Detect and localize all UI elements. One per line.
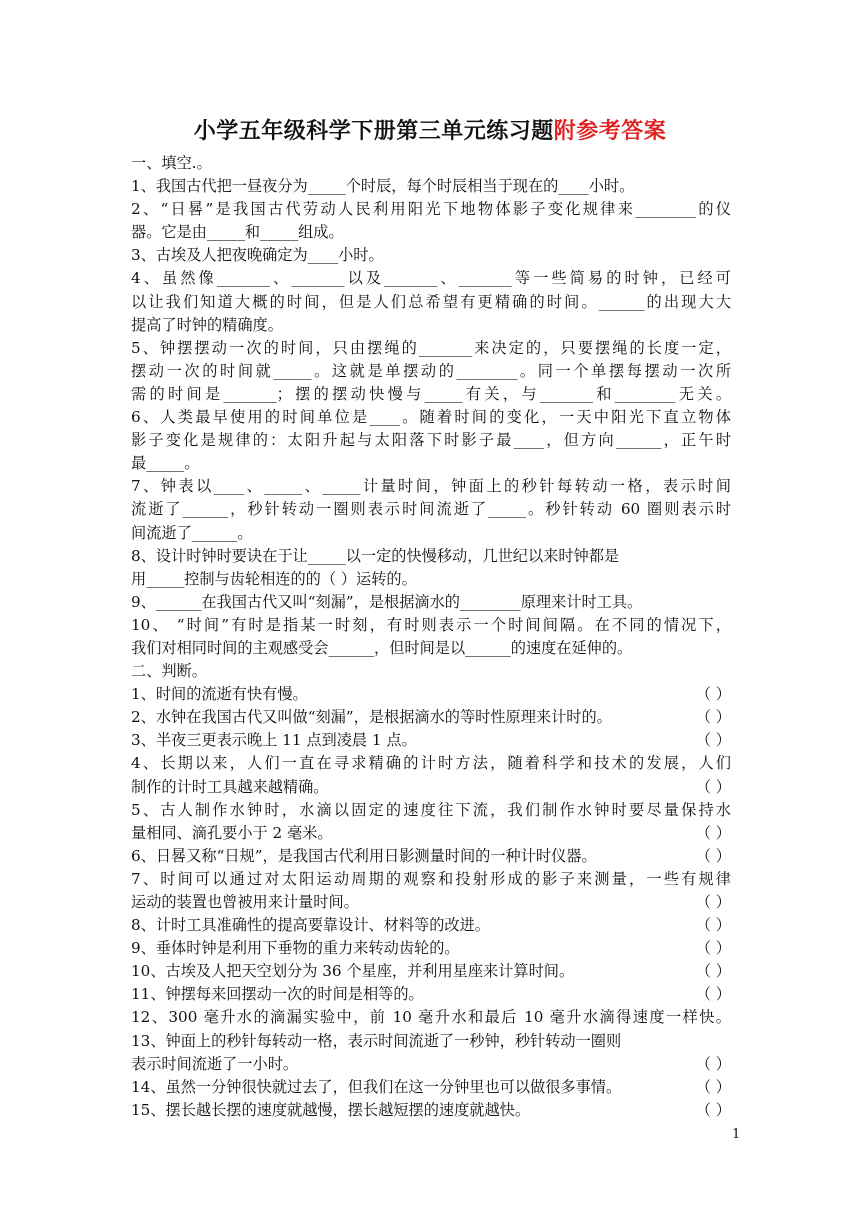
judgement-question-line [131, 845, 731, 868]
text-line [131, 221, 731, 244]
line-text: 表示时间流逝了一小时。 [131, 1054, 299, 1073]
answer-parentheses: （ ） [695, 846, 731, 865]
line-text: 13、钟面上的秒针每转动一格，表示时间流逝了一秒钟，秒针转动一圈则 [131, 1031, 622, 1050]
line-text: 量相同、滴孔要小于 2 毫米。 [131, 823, 333, 842]
judgement-question-line [131, 683, 731, 706]
title-answer-suffix: 附参考答案 [553, 118, 667, 144]
judgement-question-line [131, 706, 731, 729]
line-text: 10、古埃及人把天空划分为 36 个星座，并利用星座来计算时间。 [131, 962, 575, 981]
line-text: 摆动一次的时间就_____。这就是单摆动的________。同一个单摆每摆动一次所 [131, 361, 731, 380]
judgement-question-line [131, 1099, 731, 1122]
line-text: 6、日晷又称“日规”，是我国古代利用日影测量时间的一种计时仪器。 [131, 846, 597, 865]
text-line [131, 591, 731, 614]
text-line [131, 383, 731, 406]
exercise-body [131, 152, 731, 1122]
line-text: 6、人类最早使用的时间单位是____。随着时间的变化，一天中阳光下直立物体 [131, 408, 731, 427]
line-text: 5、古人制作水钟时，水滴以固定的速度往下流，我们制作水钟时要尽量保持水 [131, 800, 731, 819]
answer-parentheses: （ ） [695, 1054, 731, 1073]
text-line [131, 291, 731, 314]
line-text: 2、水钟在我国古代又叫做“刻漏”，是根据滴水的等时性原理来计时的。 [131, 708, 612, 727]
judgement-question-line [131, 1053, 731, 1076]
page-number: 1 [732, 1127, 741, 1142]
line-text: 5、钟摆摆动一次的时间，只由摆绳的_______来决定的，只要摆绳的长度一定， [131, 338, 731, 357]
line-text: 10、 “时间”有时是指某一时刻，有时则表示一个时间间隔。在不同的情况下， [131, 615, 731, 634]
line-text: 12、300 毫升水的滴漏实验中，前 10 毫升水和最后 10 毫升水滴得速度一样快。 [131, 1008, 731, 1027]
answer-parentheses: （ ） [695, 939, 731, 958]
text-line [131, 244, 731, 267]
line-text: 一、填空.。 [131, 154, 212, 172]
text-line [131, 752, 731, 775]
answer-parentheses: （ ） [695, 1077, 731, 1096]
text-line [131, 337, 731, 360]
answer-parentheses: （ ） [695, 823, 731, 842]
judgement-question-line [131, 914, 731, 937]
line-text: 二、判断。 [131, 662, 207, 681]
line-text: 最_____。 [131, 454, 200, 473]
line-text: 3、古埃及人把夜晚确定为____小时。 [131, 246, 384, 265]
line-text: 以让我们知道大概的时间，但是人们总希望有更精确的时间。______的出现大大 [131, 292, 731, 311]
answer-parentheses: （ ） [695, 916, 731, 935]
line-text: 8、计时工具准确性的提高要靠设计、材料等的改进。 [131, 916, 490, 935]
answer-parentheses: （ ） [695, 777, 731, 796]
text-line [131, 198, 731, 221]
answer-parentheses: （ ） [695, 985, 731, 1004]
line-text: 4、长期以来，人们一直在寻求精确的计时方法，随着科学和技术的发展，人们 [131, 754, 731, 773]
line-text: 需的时间是_______；摆的摆动快慢与_____有关，与_______和________无关。 [131, 384, 731, 403]
text-line [131, 152, 731, 175]
text-line [131, 475, 731, 498]
text-line [131, 522, 731, 545]
judgement-question-line [131, 960, 731, 983]
answer-parentheses: （ ） [695, 962, 731, 981]
answer-parentheses: （ ） [695, 1100, 731, 1119]
line-text: 9、______在我国古代又叫“刻漏”，是根据滴水的________原理来计时工具。 [131, 592, 643, 611]
judgement-question-line [131, 729, 731, 752]
text-line [131, 452, 731, 475]
text-line [131, 614, 731, 637]
answer-parentheses: （ ） [695, 708, 731, 727]
text-line [131, 545, 731, 568]
judgement-question-line [131, 776, 731, 799]
text-line [131, 1006, 731, 1029]
line-text: 2、“日晷”是我国古代劳动人民利用阳光下地物体影子变化规律来________的仪 [131, 200, 731, 219]
line-text: 7、时间可以通过对太阳运动周期的观察和投射形成的影子来测量，一些有规律 [131, 869, 731, 888]
text-line [131, 429, 731, 452]
judgement-question-line [131, 891, 731, 914]
line-text: 11、钟摆每来回摆动一次的时间是相等的。 [131, 985, 424, 1004]
text-line [131, 799, 731, 822]
line-text: 4、虽然像_______、_______以及_______、_______等一些简易的时钟，已经可 [131, 269, 731, 288]
text-line [131, 660, 731, 683]
text-line [131, 406, 731, 429]
text-line [131, 314, 731, 337]
line-text: 9、垂体时钟是利用下垂物的重力来转动齿轮的。 [131, 939, 460, 958]
line-text: 制作的计时工具越来越精确。 [131, 777, 329, 796]
line-text: 影子变化是规律的：太阳升起与太阳落下时影子最____，但方向______，正午时 [131, 431, 731, 450]
judgement-question-line [131, 983, 731, 1006]
judgement-question-line [131, 822, 731, 845]
text-line [131, 1030, 731, 1053]
title-main: 小学五年级科学下册第三单元练习题 [193, 118, 554, 144]
text-line [131, 868, 731, 891]
answer-parentheses: （ ） [695, 685, 731, 704]
judgement-question-line [131, 937, 731, 960]
text-line [131, 360, 731, 383]
text-line [131, 637, 731, 660]
line-text: 15、摆长越长摆的速度就越慢，摆长越短摆的速度就越快。 [131, 1100, 531, 1119]
text-line [131, 568, 731, 591]
document-title [0, 114, 860, 145]
line-text: 8、设计时钟时要诀在于让_____以一定的快慢移动，几世纪以来时钟都是 [131, 546, 620, 565]
line-text: 3、半夜三更表示晚上 11 点到凌晨 1 点。 [131, 731, 417, 750]
line-text: 间流逝了______。 [131, 523, 253, 542]
judgement-question-line [131, 1076, 731, 1099]
text-line [131, 175, 731, 198]
line-text: 器。它是由_____和_____组成。 [131, 223, 344, 242]
line-text: 1、时间的流逝有快有慢。 [131, 685, 308, 704]
line-text: 提高了时钟的精确度。 [131, 315, 283, 334]
answer-parentheses: （ ） [695, 893, 731, 911]
answer-parentheses: （ ） [695, 731, 731, 750]
line-text: 14、虽然一分钟很快就过去了，但我们在这一分钟里也可以做很多事情。 [131, 1077, 622, 1096]
text-line [131, 498, 731, 521]
line-text: 1、我国古代把一昼夜分为_____个时辰，每个时辰相当于现在的____小时。 [131, 177, 635, 196]
text-line [131, 267, 731, 290]
line-text: 我们对相同时间的主观感受会______，但时间是以______的速度在延伸的。 [131, 638, 633, 657]
line-text: 流逝了______，秒针转动一圈则表示时间流逝了_____。秒针转动 60 圈则表示时 [131, 500, 731, 519]
line-text: 运动的装置也曾被用来计量时间。 [131, 893, 359, 911]
line-text: 7、钟表以____、_____、_____计量时间，钟面上的秒针每转动一格，表示时间 [131, 477, 731, 496]
line-text: 用_____控制与齿轮相连的的（ ）运转的。 [131, 569, 417, 588]
